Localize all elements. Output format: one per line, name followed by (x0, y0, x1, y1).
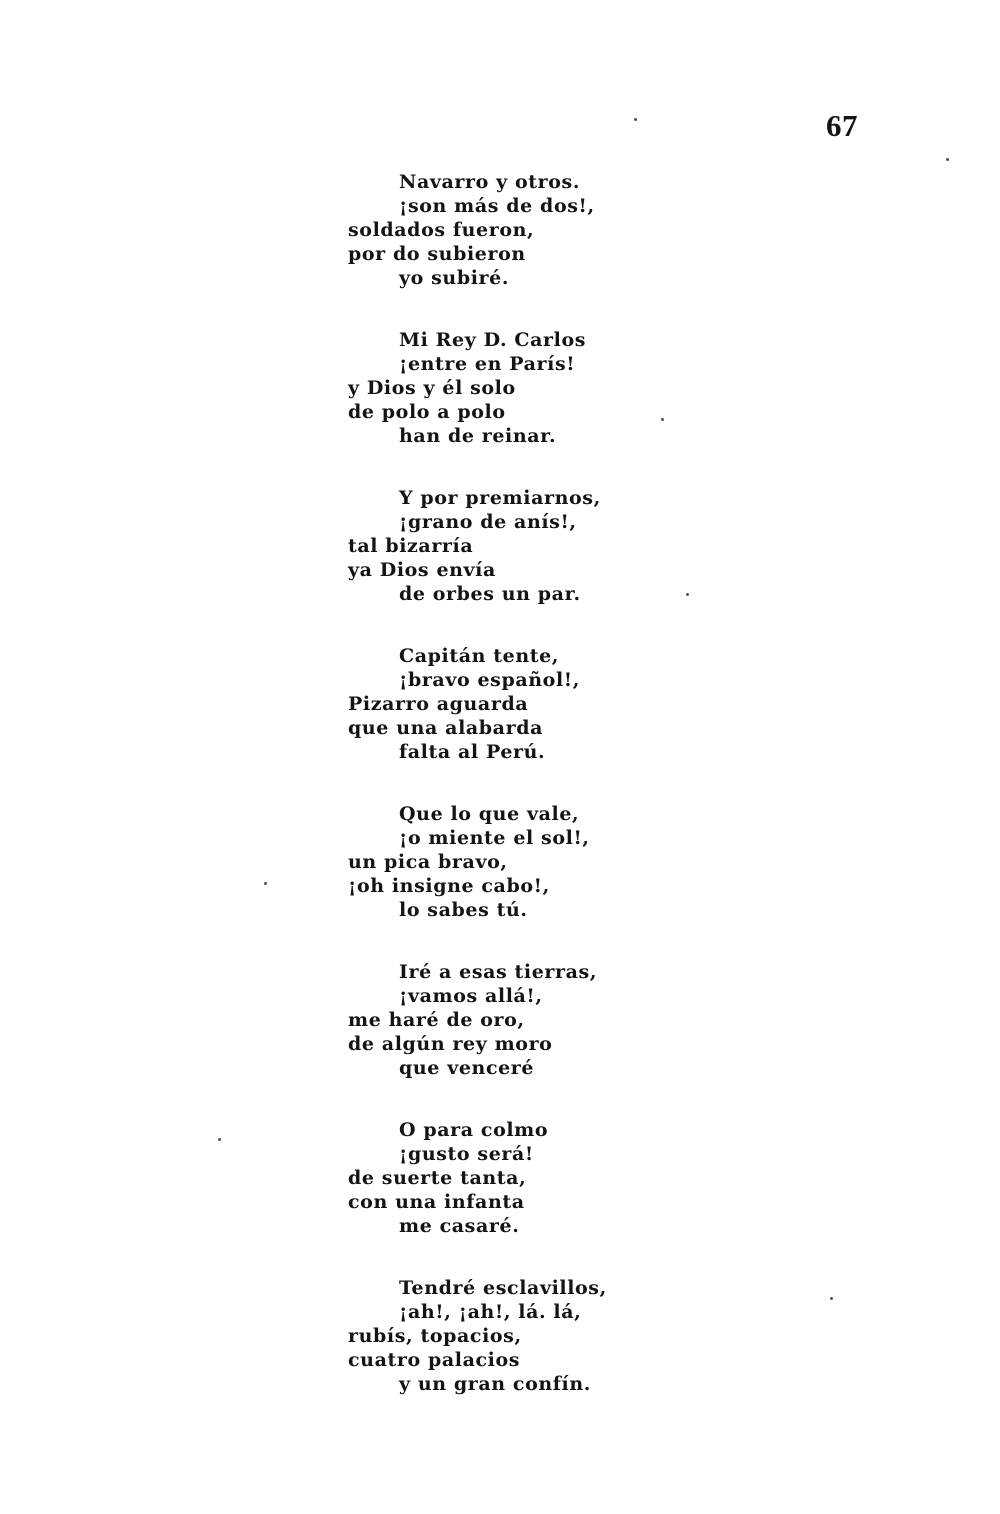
verse-line: ¡o miente el sol!, (399, 827, 590, 849)
verse-line: soldados fueron, (348, 219, 535, 241)
page-number: 67 (826, 108, 858, 143)
verse-line: Tendré esclavillos, (399, 1277, 607, 1299)
verse-line: yo subiré. (399, 267, 510, 289)
verse-line: tal bizarría (348, 535, 474, 557)
scan-speck (218, 1138, 221, 1141)
verse-line: me casaré. (399, 1215, 520, 1237)
verse-line: cuatro palacios (348, 1349, 521, 1371)
verse-line: ¡grano de anís!, (399, 511, 577, 533)
verse-line: ¡son más de dos!, (399, 195, 595, 217)
verse-line: y Dios y él solo (348, 377, 516, 399)
scan-speck (946, 158, 949, 161)
verse-line: de suerte tanta, (348, 1167, 527, 1189)
stanza-8 (348, 1276, 668, 1434)
verse-line: ¡bravo español!, (399, 669, 580, 691)
verse-line: rubís, topacios, (348, 1325, 522, 1347)
verse-line: lo sabes tú. (399, 899, 528, 921)
verse-line: que venceré (399, 1057, 535, 1079)
verse-line: ya Dios envía (348, 559, 496, 581)
verse-line: me haré de oro, (348, 1009, 525, 1031)
scan-speck (264, 882, 267, 885)
verse-line: Iré a esas tierras, (399, 961, 598, 983)
scan-speck (686, 593, 689, 596)
stanza-4 (348, 644, 668, 802)
stanza-2 (348, 328, 668, 486)
verse-line: Capitán tente, (399, 645, 560, 667)
scan-speck (661, 418, 664, 421)
verse-line: O para colmo (399, 1119, 549, 1141)
stanza-5 (348, 802, 668, 960)
verse-line: que una alabarda (348, 717, 543, 739)
scan-speck (634, 118, 637, 121)
poem (348, 170, 668, 1434)
verse-line: un pica bravo, (348, 851, 508, 873)
verse-line: Mi Rey D. Carlos (399, 329, 587, 351)
verse-line: ¡vamos allá!, (399, 985, 543, 1007)
stanza-3 (348, 486, 668, 644)
stanza-1 (348, 170, 668, 328)
stanza-7 (348, 1118, 668, 1276)
verse-line: ¡oh insigne cabo!, (348, 875, 550, 897)
verse-line: y un gran confín. (399, 1373, 592, 1395)
verse-line: Y por premiarnos, (399, 487, 601, 509)
verse-line: Pizarro aguarda (348, 693, 529, 715)
verse-line: por do subieron (348, 243, 526, 265)
verse-line: ¡entre en París! (399, 353, 576, 375)
verse-line: de orbes un par. (399, 583, 581, 605)
verse-line: han de reinar. (399, 425, 557, 447)
verse-line: ¡gusto será! (399, 1143, 534, 1165)
verse-line: con una infanta (348, 1191, 525, 1213)
verse-line: de polo a polo (348, 401, 506, 423)
verse-line: Navarro y otros. (399, 171, 581, 193)
verse-line: de algún rey moro (348, 1033, 553, 1055)
scan-speck (830, 1297, 833, 1300)
stanza-6 (348, 960, 668, 1118)
verse-line: ¡ah!, ¡ah!, lá. lá, (399, 1301, 582, 1323)
verse-line: Que lo que vale, (399, 803, 580, 825)
verse-line: falta al Perú. (399, 741, 546, 763)
